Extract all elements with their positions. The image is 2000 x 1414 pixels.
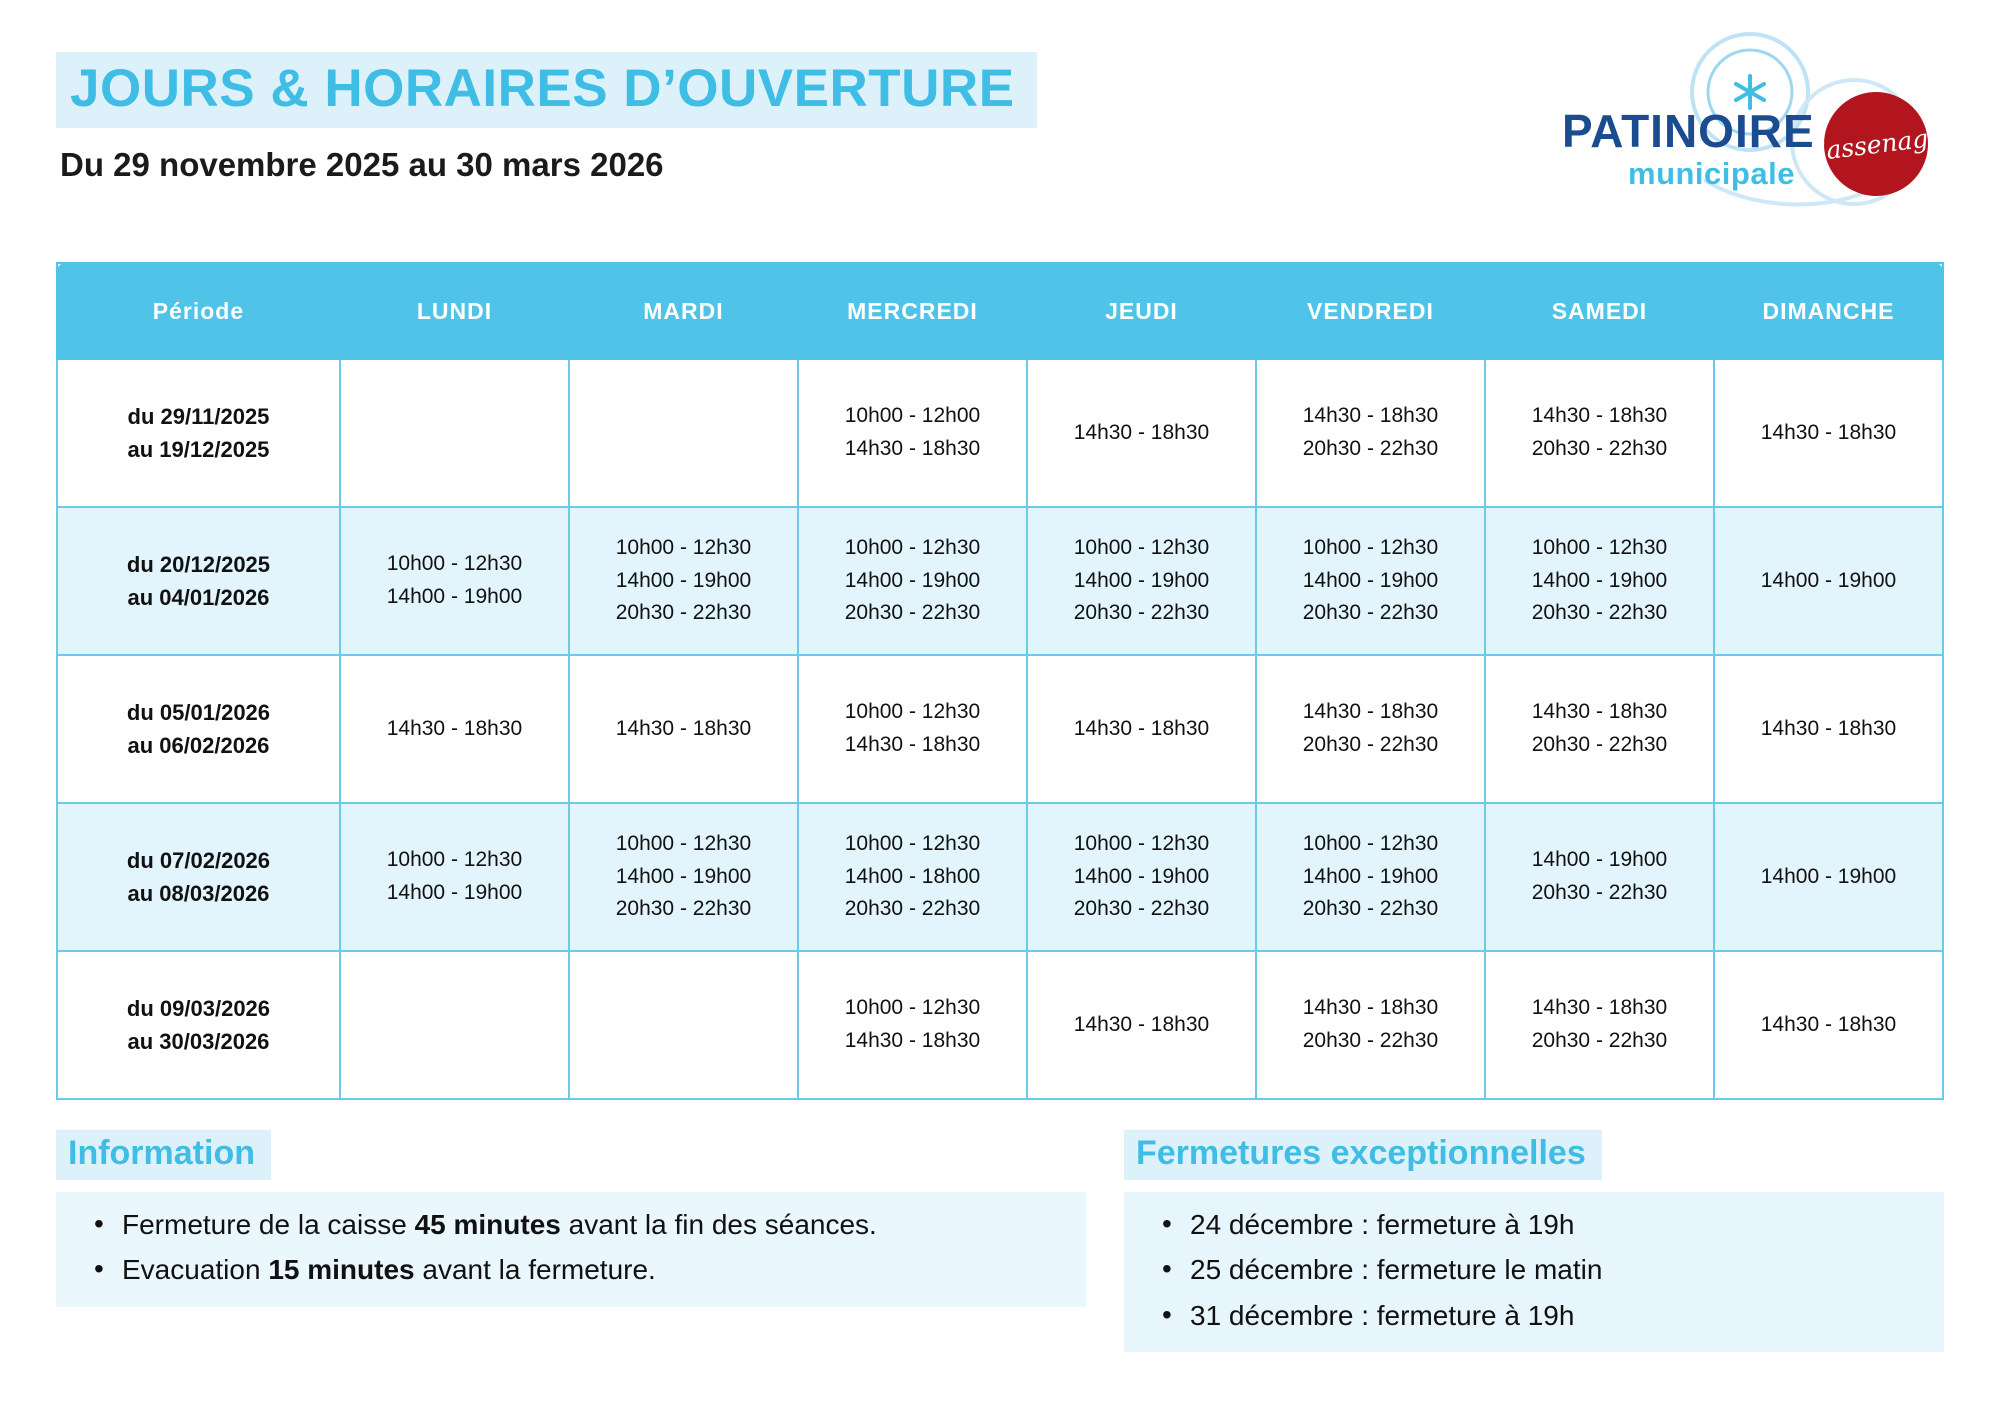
period-cell: du 05/01/2026 au 06/02/2026 — [57, 655, 340, 803]
table-row — [57, 507, 1943, 655]
information-title: Information — [56, 1130, 271, 1180]
schedule-cell: 14h30 - 18h30 — [1027, 359, 1256, 507]
logo — [1554, 30, 1945, 220]
information-body — [56, 1192, 1086, 1307]
schedule-cell: 10h00 - 12h30 14h00 - 19h00 — [340, 803, 569, 951]
list-item: • Fermeture de la caisse 45 minutes avant la fin des séances. — [122, 1202, 1068, 1247]
page-title: JOURS & HORAIRES D’OUVERTURE — [56, 52, 1037, 128]
column-header-mercredi: MERCREDI — [798, 263, 1027, 359]
information-list — [74, 1202, 1068, 1293]
logo-city-badge: Sassenage — [1818, 86, 1934, 202]
page-header — [56, 28, 1944, 220]
schedule-cell: 14h30 - 18h30 20h30 - 22h30 — [1256, 655, 1485, 803]
period-cell: du 07/02/2026 au 08/03/2026 — [57, 803, 340, 951]
logo-main-text: PATINOIRE — [1562, 105, 1815, 157]
schedule-table — [56, 262, 1944, 1100]
list-item: • 24 décembre : fermeture à 19h — [1190, 1202, 1926, 1247]
closures-body — [1124, 1192, 1944, 1352]
schedule-cell — [340, 951, 569, 1099]
column-header-lundi: LUNDI — [340, 263, 569, 359]
schedule-cell — [569, 951, 798, 1099]
bottom-sections — [56, 1130, 1944, 1352]
schedule-cell: 14h30 - 18h30 20h30 - 22h30 — [1256, 359, 1485, 507]
schedule-cell: 10h00 - 12h30 14h00 - 18h00 20h30 - 22h30 — [798, 803, 1027, 951]
schedule-cell — [340, 359, 569, 507]
period-cell: du 20/12/2025 au 04/01/2026 — [57, 507, 340, 655]
list-item: • Evacuation 15 minutes avant la fermeture. — [122, 1247, 1068, 1292]
period-cell: du 09/03/2026 au 30/03/2026 — [57, 951, 340, 1099]
schedule-cell: 10h00 - 12h30 14h00 - 19h00 20h30 - 22h30 — [1485, 507, 1714, 655]
schedule-cell: 10h00 - 12h30 14h00 - 19h00 20h30 - 22h30 — [1027, 803, 1256, 951]
schedule-cell: 10h00 - 12h00 14h30 - 18h30 — [798, 359, 1027, 507]
table-header-row — [57, 263, 1943, 359]
schedule-cell: 10h00 - 12h30 14h00 - 19h00 20h30 - 22h30 — [569, 507, 798, 655]
schedule-cell: 10h00 - 12h30 14h00 - 19h00 20h30 - 22h30 — [1256, 803, 1485, 951]
schedule-cell: 10h00 - 12h30 14h30 - 18h30 — [798, 951, 1027, 1099]
schedule-cell: 14h30 - 18h30 — [1714, 655, 1943, 803]
schedule-cell: 14h30 - 18h30 — [569, 655, 798, 803]
closures-title: Fermetures exceptionnelles — [1124, 1130, 1602, 1180]
column-header-dimanche: DIMANCHE — [1714, 263, 1943, 359]
schedule-cell: 14h30 - 18h30 — [1714, 951, 1943, 1099]
schedule-cell: 10h00 - 12h30 14h30 - 18h30 — [798, 655, 1027, 803]
schedule-cell: 10h00 - 12h30 14h00 - 19h00 20h30 - 22h30 — [1027, 507, 1256, 655]
table-row — [57, 655, 1943, 803]
column-header-samedi: SAMEDI — [1485, 263, 1714, 359]
logo-sub-text: municipale — [1628, 156, 1795, 191]
schedule-cell: 14h00 - 19h00 — [1714, 507, 1943, 655]
list-item: • 25 décembre : fermeture le matin — [1190, 1247, 1926, 1292]
schedule-cell: 14h30 - 18h30 — [340, 655, 569, 803]
schedule-cell: 14h30 - 18h30 20h30 - 22h30 — [1256, 951, 1485, 1099]
table-row — [57, 359, 1943, 507]
period-cell: du 29/11/2025 au 19/12/2025 — [57, 359, 340, 507]
table-row — [57, 803, 1943, 951]
schedule-cell: 14h30 - 18h30 — [1027, 951, 1256, 1099]
column-header-jeudi: JEUDI — [1027, 263, 1256, 359]
schedule-cell: 14h00 - 19h00 — [1714, 803, 1943, 951]
schedule-cell: 14h30 - 18h30 — [1714, 359, 1943, 507]
list-item: • 31 décembre : fermeture à 19h — [1190, 1293, 1926, 1338]
schedule-cell: 10h00 - 12h30 14h00 - 19h00 20h30 - 22h30 — [798, 507, 1027, 655]
schedule-cell: 14h30 - 18h30 20h30 - 22h30 — [1485, 951, 1714, 1099]
schedule-cell: 14h30 - 18h30 20h30 - 22h30 — [1485, 655, 1714, 803]
column-header-periode: Période — [57, 263, 340, 359]
information-panel — [56, 1130, 1086, 1352]
column-header-mardi: MARDI — [569, 263, 798, 359]
schedule-cell — [569, 359, 798, 507]
schedule-cell: 10h00 - 12h30 14h00 - 19h00 — [340, 507, 569, 655]
schedule-cell: 10h00 - 12h30 14h00 - 19h00 20h30 - 22h30 — [1256, 507, 1485, 655]
schedule-cell: 14h30 - 18h30 — [1027, 655, 1256, 803]
schedule-cell: 14h00 - 19h00 20h30 - 22h30 — [1485, 803, 1714, 951]
schedule-cell: 14h30 - 18h30 20h30 - 22h30 — [1485, 359, 1714, 507]
header-text-block — [56, 28, 1037, 184]
closures-panel — [1124, 1130, 1944, 1352]
table-row — [57, 951, 1943, 1099]
closures-list — [1142, 1202, 1926, 1338]
column-header-vendredi: VENDREDI — [1256, 263, 1485, 359]
page-subtitle: Du 29 novembre 2025 au 30 mars 2026 — [60, 146, 664, 184]
schedule-cell: 10h00 - 12h30 14h00 - 19h00 20h30 - 22h30 — [569, 803, 798, 951]
